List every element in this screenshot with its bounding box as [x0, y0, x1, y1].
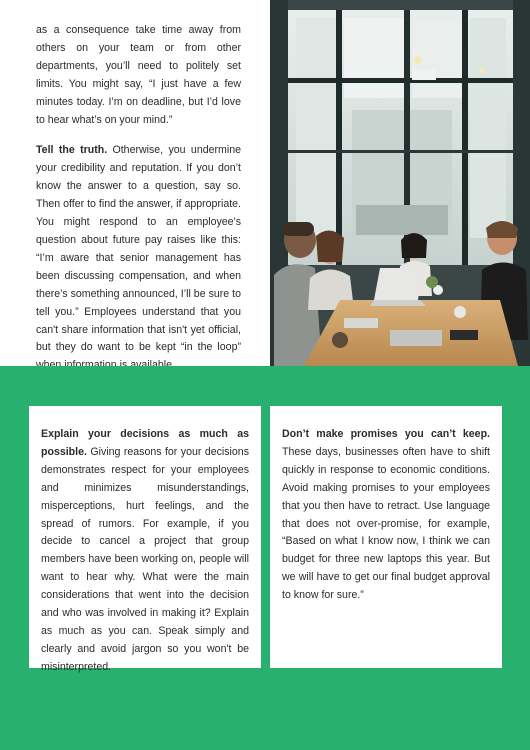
explain-decisions-heading: Explain your decisions as much as possible. — [41, 428, 249, 458]
dont-make-promises-heading: Don’t make promises you can’t keep. — [282, 428, 490, 440]
tell-the-truth-body: Otherwise, you undermine your credibility and reputation. If you don’t know the answer to a question, say so. Then offer to find the answer, if appropriate. You might respond to an employee’s question about future pay raises like this: “I’m aware that senior management has been discussing compensation, and when there’s something announced, I’ll be sure to tell you.” Employees understand that you can't share information that isn't yet official, but they do want to be kept “in the loop” — [36, 144, 241, 354]
dont-make-promises-body: These days, businesses often have to shift quickly in response to economic conditions. Avoid making promises to your employees that you then have to retract. Use language that does not over-promise, for example, “Based on what I know now, I think we can budget for three new laptops this year. But we will have to get our final budget approval to know for sure.” — [282, 445, 490, 602]
explain-decisions-body: Giving reasons for your decisions demonstrates respect for your employees and minimizes misunderstandings, misperceptions, hurt feelings, and the spread of rumors. For example, if you decide to cancel a project that group members have been working on, people will want to hear why. What were the main considerations that went into the decision and who was involved in making it? Explain as much as you can. Speak simply and clearly and avoid jargon so you won't be misinterpreted. — [41, 445, 249, 673]
paragraph-set-limits — [36, 22, 241, 129]
paragraph-set-limits-text: as a consequence take time away from others on your team or from other departments, you’ll need to politely set limits. You might say, “I just have a few minutes today. I’m on deadline, but I’d love to hear what’s on your mind.” — [36, 24, 241, 126]
office-meeting-photo — [270, 0, 530, 366]
paragraph-tell-the-truth — [36, 142, 241, 375]
tell-the-truth-heading: Tell the truth. — [36, 144, 108, 157]
card-explain-decisions — [29, 406, 261, 673]
card-dont-make-promises — [270, 406, 502, 668]
top-left-text-column — [36, 22, 241, 388]
